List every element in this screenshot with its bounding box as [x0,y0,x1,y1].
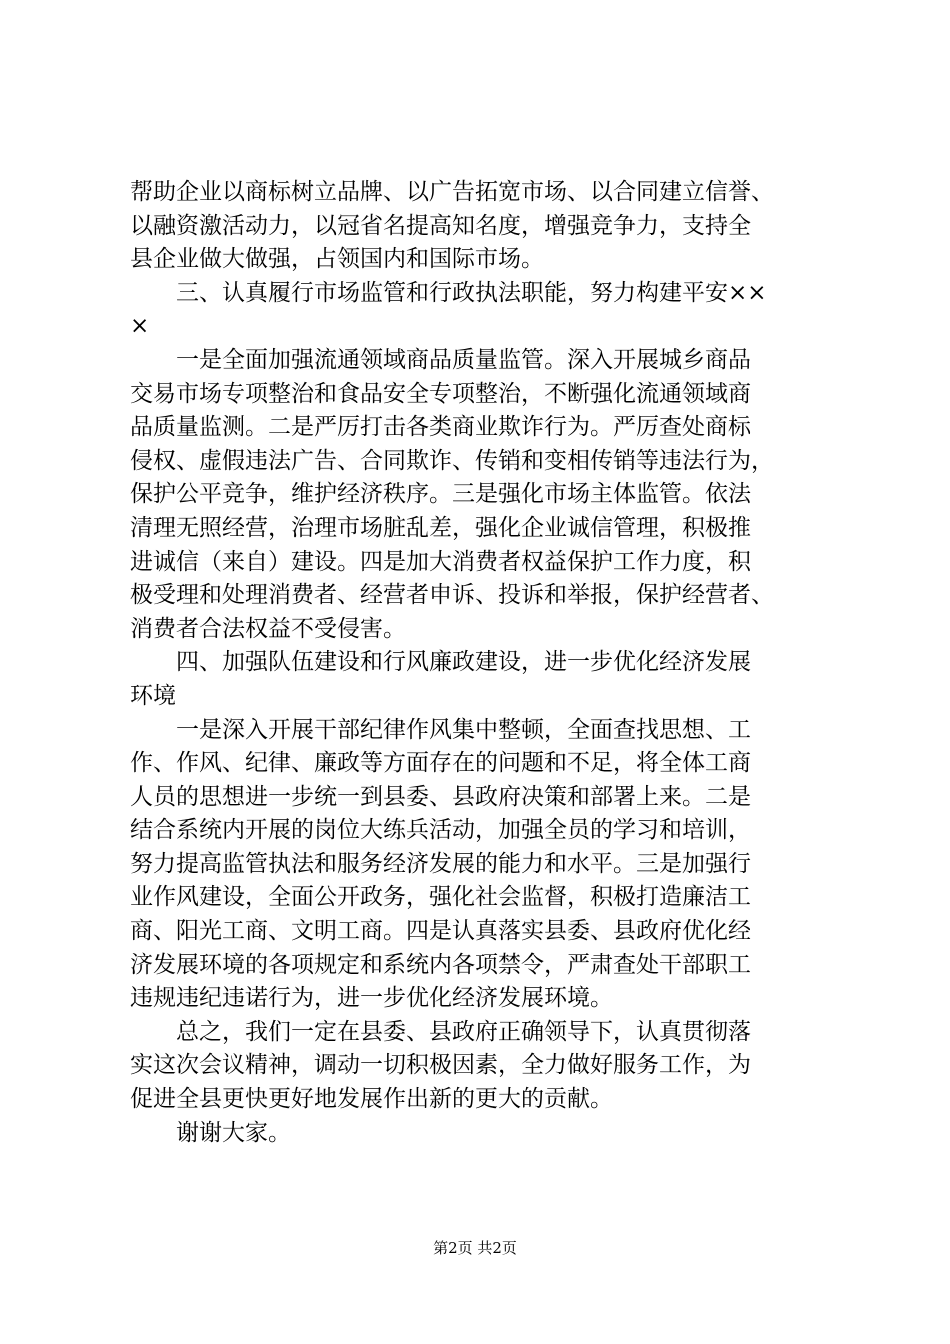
page-footer: 第2页 共2页 [433,1239,517,1257]
text-line: 四、加强队伍建设和行风廉政建设，进一步优化经济发展 [176,649,751,676]
text-line: 结合系统内开展的岗位大练兵活动，加强全员的学习和培训， [130,817,751,844]
text-line: 谢谢大家。 [176,1119,291,1146]
text-line: × [130,313,150,340]
text-line: 以融资激活动力，以冠省名提高知名度，增强竞争力，支持全 [130,212,751,239]
text-line: 违规违纪违诺行为，进一步优化经济发展环境。 [130,985,613,1012]
text-line: 济发展环境的各项规定和系统内各项禁令，严肃查处干部职工 [130,951,751,978]
text-line: 极受理和处理消费者、经营者申诉、投诉和举报，保护经营者、 [130,582,774,609]
text-line: 三、认真履行市场监管和行政执法职能，努力构建平安×× [176,279,767,306]
text-line: 业作风建设，全面公开政务，强化社会监督，积极打造廉洁工 [130,884,751,911]
text-line: 一是深入开展干部纪律作风集中整顿，全面查找思想、工 [176,716,751,743]
text-line: 努力提高监管执法和服务经济发展的能力和水平。三是加强行 [130,850,751,877]
text-line: 保护公平竞争，维护经济秩序。三是强化市场主体监管。依法 [130,481,751,508]
text-line: 总之，我们一定在县委、县政府正确领导下，认真贯彻落 [176,1018,751,1045]
text-line: 消费者合法权益不受侵害。 [130,615,406,642]
text-line: 促进全县更快更好地发展作出新的更大的贡献。 [130,1086,613,1113]
text-line: 实这次会议精神，调动一切积极因素，全力做好服务工作，为 [130,1052,751,1079]
text-line: 进诚信（来自）建设。四是加大消费者权益保护工作力度，积 [130,548,751,575]
text-line: 清理无照经营，治理市场脏乱差，强化企业诚信管理，积极推 [130,514,751,541]
text-line: 侵权、虚假违法广告、合同欺诈、传销和变相传销等违法行为， [130,447,774,474]
text-line: 作、作风、纪律、廉政等方面存在的问题和不足，将全体工商 [130,750,751,777]
text-line: 帮助企业以商标树立品牌、以广告拓宽市场、以合同建立信誉、 [130,179,774,205]
text-line: 品质量监测。二是严厉打击各类商业欺诈行为。严厉查处商标 [130,414,751,441]
document-body [130,176,850,1150]
text-line: 人员的思想进一步统一到县委、县政府决策和部署上来。二是 [130,783,751,810]
text-line: 一是全面加强流通领域商品质量监管。深入开展城乡商品 [176,346,751,373]
text-line: 商、阳光工商、文明工商。四是认真落实县委、县政府优化经 [130,918,751,945]
text-line: 县企业做大做强，占领国内和国际市场。 [130,246,544,273]
text-line: 交易市场专项整治和食品安全专项整治，不断强化流通领域商 [130,380,751,407]
text-line: 环境 [130,682,176,709]
